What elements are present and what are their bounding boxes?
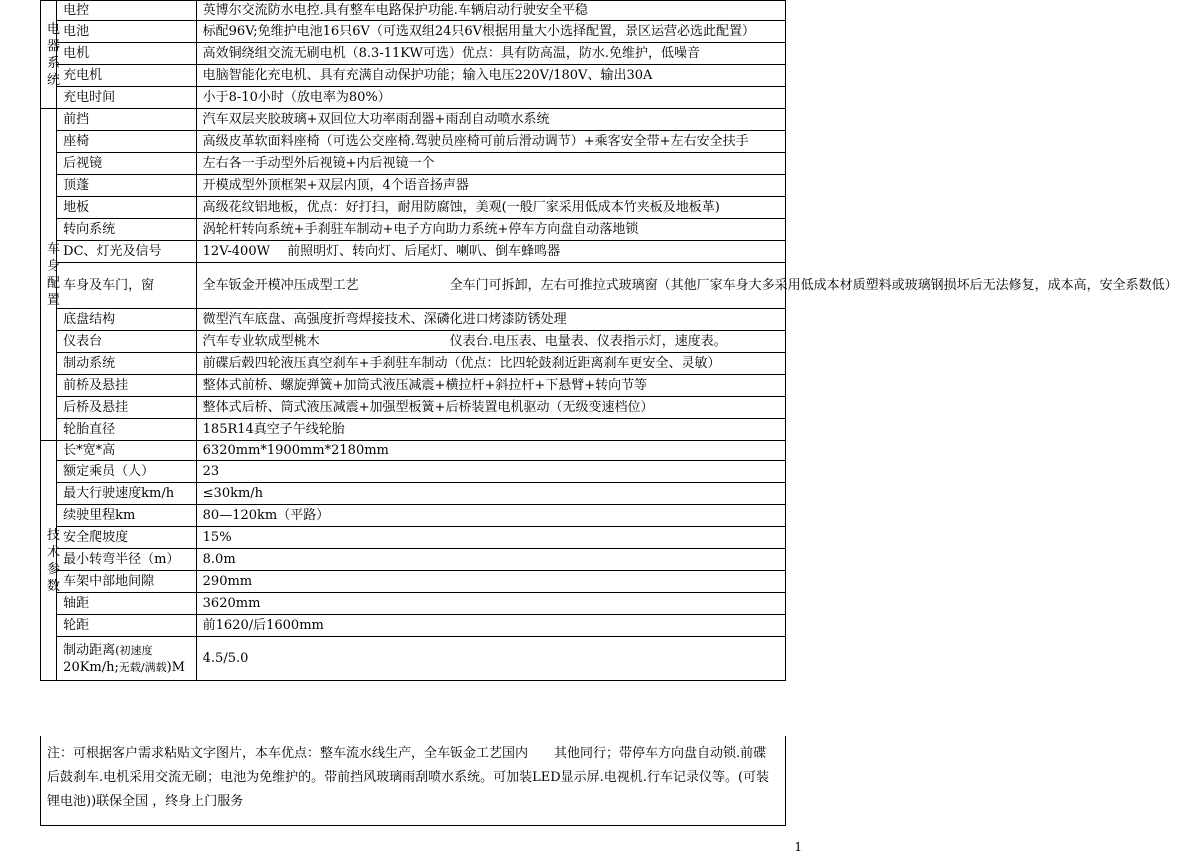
spec-value: 185R14真空子午线轮胎 <box>196 419 785 441</box>
spec-value: 开模成型外顶框架+双层内顶，4个语音扬声器 <box>196 175 785 197</box>
spec-row <box>41 21 786 43</box>
spec-value: 12V-400W 前照明灯、转向灯、后尾灯、喇叭、倒车蜂鸣器 <box>196 241 785 263</box>
spec-label: 顶蓬 <box>57 175 196 197</box>
spec-label: 续驶里程km <box>57 505 196 527</box>
spec-value: 小于8-10小时（放电率为80%） <box>196 87 785 109</box>
spec-row-braking <box>41 637 786 681</box>
section-category: 车 身 配 置 <box>41 109 57 441</box>
spec-label: DC、灯光及信号 <box>57 241 196 263</box>
spec-value: 标配96V;免维护电池16只6V（可选双组24只6V根据用量大小选择配置，景区运营必选此配置） <box>196 21 785 43</box>
spec-label: 轮距 <box>57 615 196 637</box>
spec-label: 地板 <box>57 197 196 219</box>
spec-value: 整体式后桥、筒式液压减震+加强型板簧+后桥装置电机驱动（无级变速档位） <box>196 397 785 419</box>
spec-value: 290mm <box>196 571 785 593</box>
braking-label-main: 制动距离 <box>63 642 116 658</box>
braking-label-sub: (初速度 <box>115 643 153 657</box>
spec-row <box>41 615 786 637</box>
spec-row <box>41 197 786 219</box>
spec-value: 电脑智能化充电机、具有充满自动保护功能；输入电压220V/180V、输出30A <box>196 65 785 87</box>
braking-label-end: )M <box>166 659 185 675</box>
spec-label: 后视镜 <box>57 153 196 175</box>
spec-value: 23 <box>196 461 785 483</box>
section-category: 技 术 参 数 <box>41 441 57 681</box>
spec-row <box>41 441 786 461</box>
spec-label: 电控 <box>57 1 196 21</box>
spec-row <box>41 419 786 441</box>
spec-label: 电机 <box>57 43 196 65</box>
note-gap <box>528 746 554 761</box>
spec-label: 制动系统 <box>57 353 196 375</box>
spec-row <box>41 461 786 483</box>
spec-label: 额定乘员（人） <box>57 461 196 483</box>
spec-row <box>41 593 786 615</box>
spec-row <box>41 241 786 263</box>
spec-row <box>41 219 786 241</box>
spec-value: 全车钣金开模冲压成型工艺 全车门可拆卸，左右可推拉式玻璃窗（其他厂家车身大多采用低成本材质塑料或玻璃钢损坏后无法修复，成本高，安全系数低） <box>196 263 785 309</box>
spec-label: 充电时间 <box>57 87 196 109</box>
spec-value: 涡轮杆转向系统+手刹驻车制动+电子方向助力系统+停车方向盘自动落地锁 <box>196 219 785 241</box>
spec-value: 英博尔交流防水电控.具有整车电路保护功能.车辆启动行驶安全平稳 <box>196 1 785 21</box>
spec-row <box>41 527 786 549</box>
spec-row <box>41 263 786 309</box>
spec-label: 后桥及悬挂 <box>57 397 196 419</box>
spec-label: 安全爬坡度 <box>57 527 196 549</box>
spec-value: 前1620/后1600mm <box>196 615 785 637</box>
spec-label: 车身及车门，窗 <box>57 263 196 309</box>
spec-row <box>41 153 786 175</box>
spec-label: 底盘结构 <box>57 309 196 331</box>
spec-row <box>41 375 786 397</box>
spec-table-body <box>41 1 1178 681</box>
spec-label: 最小转弯半径（m） <box>57 549 196 571</box>
spec-table <box>40 0 1178 681</box>
braking-label-load: 无载/满载 <box>118 660 167 674</box>
spec-row <box>41 571 786 593</box>
spec-label: 电池 <box>57 21 196 43</box>
spec-label: 转向系统 <box>57 219 196 241</box>
note-rest: 其他同行；带停车方向盘自动锁.前碟后鼓刹车.电机采用交流无刷；电池为免维护的。带前挡风玻璃雨刮喷水系统。可加装LED显示屏.电视机.行车记录仪等。(可装锂电池))联保全国 ，终身上门服务 <box>47 746 770 809</box>
note-paragraph <box>40 736 786 826</box>
spec-value: 微型汽车底盘、高强度折弯焊接技术、深磷化进口烤漆防锈处理 <box>196 309 785 331</box>
spec-value: 8.0m <box>196 549 785 571</box>
spec-row <box>41 87 786 109</box>
page-number: 1 <box>794 840 802 854</box>
spec-label: 车架中部地间隙 <box>57 571 196 593</box>
spec-label: 座椅 <box>57 131 196 153</box>
spec-value: 高级花纹铝地板，优点：好打扫，耐用防腐蚀，美观(一般厂家采用低成本竹夹板及地板革) <box>196 197 785 219</box>
spec-row <box>41 43 786 65</box>
spec-row <box>41 483 786 505</box>
spec-label: 前挡 <box>57 109 196 131</box>
spec-row <box>41 109 786 131</box>
spec-value: 3620mm <box>196 593 785 615</box>
spec-label: 轮胎直径 <box>57 419 196 441</box>
spec-label: 最大行驶速度km/h <box>57 483 196 505</box>
spec-label: 前桥及悬挂 <box>57 375 196 397</box>
braking-label <box>57 637 196 681</box>
section-category: 电 器 系 统 <box>41 1 57 109</box>
spec-value: 80—120km（平路） <box>196 505 785 527</box>
spec-label: 仪表台 <box>57 331 196 353</box>
spec-label: 轴距 <box>57 593 196 615</box>
spec-row <box>41 549 786 571</box>
spec-row <box>41 1 786 21</box>
spec-value: 6320mm*1900mm*2180mm <box>196 441 785 461</box>
spec-value: 高效铜绕组交流无刷电机（8.3-11KW可选）优点：具有防高温，防水.免维护，低噪音 <box>196 43 785 65</box>
spec-row <box>41 131 786 153</box>
spec-value: 整体式前桥、螺旋弹簧+加筒式液压减震+横拉杆+斜拉杆+下悬臂+转向节等 <box>196 375 785 397</box>
spec-row <box>41 331 786 353</box>
spec-row <box>41 505 786 527</box>
spec-value: 汽车双层夹胶玻璃+双回位大功率雨刮器+雨刮自动喷水系统 <box>196 109 785 131</box>
spec-label: 长*宽*高 <box>57 441 196 461</box>
spec-label: 充电机 <box>57 65 196 87</box>
spec-value: 前碟后毂四轮液压真空刹车+手刹驻车制动（优点：比四轮鼓刹近距离刹车更安全、灵敏） <box>196 353 785 375</box>
spec-row <box>41 65 786 87</box>
braking-value: 4.5/5.0 <box>196 637 785 681</box>
braking-label-line2: 20Km/h; <box>63 659 119 675</box>
spec-value: 15% <box>196 527 785 549</box>
spec-row <box>41 175 786 197</box>
spec-value: ≤30km/h <box>196 483 785 505</box>
spec-value: 汽车专业软成型桃木 仪表台.电压表、电量表、仪表指示灯，速度表。 <box>196 331 785 353</box>
spec-row <box>41 397 786 419</box>
note-prefix: 注：可根据客户需求粘贴文字图片，本车优点：整车流水线生产，全车钣金工艺国内 <box>47 746 529 761</box>
spec-row <box>41 309 786 331</box>
spec-row <box>41 353 786 375</box>
spec-value: 左右各一手动型外后视镜+内后视镜一个 <box>196 153 785 175</box>
spec-value: 高级皮革软面料座椅（可选公交座椅.驾驶员座椅可前后滑动调节）+乘客安全带+左右安全扶手 <box>196 131 785 153</box>
